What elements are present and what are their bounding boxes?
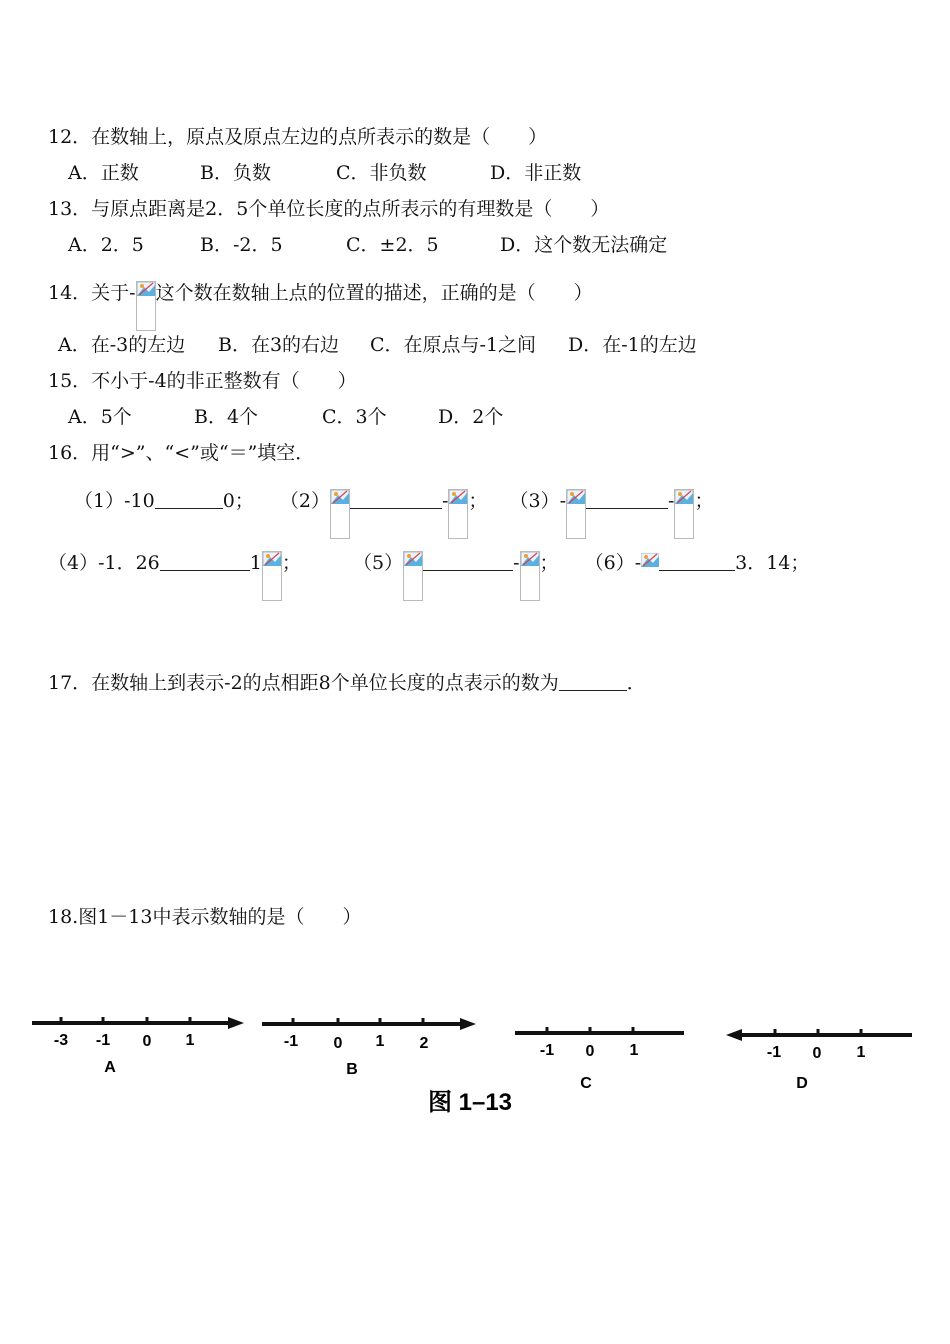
q16-part2-mid: - (441, 490, 449, 512)
q15-option-a: A．5个 (68, 406, 132, 428)
q14-prefix: 14．关于- (48, 282, 136, 304)
q13-option-b: B．-2．5 (200, 234, 283, 256)
q16-row-1 (74, 486, 713, 539)
q16-part5-label: （5） (352, 552, 404, 574)
q17-text: 17．在数轴上到表示-2的点相距8个单位长度的点表示的数为 (48, 672, 559, 694)
q14-option-c: C．在原点与-1之间 (370, 334, 537, 356)
answer-blank[interactable] (559, 672, 627, 691)
q12-option-d: D．非正数 (490, 162, 582, 184)
q16-part6-tail: 3．14； (735, 552, 810, 574)
q16-part6-label: （6）- (584, 552, 642, 574)
q12-option-c: C．非负数 (336, 162, 427, 184)
axis-b-tick-label: 1 (375, 1033, 385, 1050)
q14-option-d: D．在-1的左边 (568, 334, 697, 356)
axis-a-tick-label: -1 (95, 1032, 111, 1049)
q12-stem: 12．在数轴上，原点及原点左边的点所表示的数是（ ） (48, 126, 548, 148)
q12-option-a: A．正数 (68, 162, 139, 184)
q16-part4-mid: 1 (249, 552, 262, 574)
axis-c-tick-label: 1 (629, 1042, 639, 1059)
axis-b (262, 1018, 476, 1078)
figure-caption: 图 1–13 (427, 1089, 513, 1116)
q16-part1-label: （1）-10 (74, 490, 155, 512)
q16-stem: 16．用“>”、“<”或“＝”填空． (48, 442, 315, 464)
q16-part5-mid: - (513, 552, 520, 574)
answer-blank[interactable] (350, 490, 442, 509)
number-line-figure (0, 990, 950, 1130)
q16-part3-label: （3）- (509, 490, 567, 512)
q16-part1-tail: 0； (222, 490, 254, 512)
q14-stem (48, 278, 593, 331)
answer-blank[interactable] (160, 552, 250, 571)
q14-option-a: A．在-3的左边 (58, 334, 186, 356)
q16-part4-label: （4）-1．26 (48, 552, 160, 574)
q18-stem: 18.图1－13中表示数轴的是（ ） (48, 906, 362, 928)
q13-option-a: A．2．5 (68, 234, 144, 256)
axis-b-tick-label: 2 (419, 1035, 429, 1052)
axis-c (515, 1027, 684, 1092)
axis-c-letter: C (580, 1075, 592, 1092)
axis-a-tick-label: 0 (142, 1033, 152, 1050)
axis-b-letter: B (346, 1061, 358, 1078)
fraction-image-icon (262, 551, 282, 601)
fraction-image-icon (136, 281, 156, 331)
q14-suffix: 这个数在数轴上点的位置的描述，正确的是（ ） (155, 282, 593, 304)
q17-tail: ． (626, 672, 646, 694)
axis-d (726, 1029, 912, 1092)
q16-part3-mid: - (668, 490, 675, 512)
axis-c-tick-label: -1 (539, 1042, 555, 1059)
fraction-image-icon (674, 489, 694, 539)
q16-row-2 (48, 548, 809, 601)
q16-part5-tail: ； (539, 552, 559, 574)
q15-option-d: D．2个 (438, 406, 504, 428)
axis-a (32, 1017, 244, 1076)
axis-a-tick-label: 1 (185, 1032, 195, 1049)
fraction-image-icon (448, 489, 468, 539)
axis-b-tick-label: -1 (283, 1033, 299, 1050)
q17-stem (48, 668, 646, 695)
q16-part3-tail: ； (694, 490, 714, 512)
q15-stem: 15．不小于-4的非正整数有（ ） (48, 370, 357, 392)
fraction-image-icon (520, 551, 540, 601)
q16-part2-label: （2） (279, 490, 330, 512)
fraction-image-icon (330, 489, 350, 539)
axis-c-tick-label: 0 (585, 1043, 595, 1060)
q13-stem: 13．与原点距离是2．5个单位长度的点所表示的有理数是（ ） (48, 198, 610, 220)
fraction-image-icon (566, 489, 586, 539)
q16-part4-tail: ； (281, 552, 301, 574)
q16-part2-tail: ； (468, 490, 488, 512)
axis-a-letter: A (104, 1059, 116, 1076)
axis-d-letter: D (796, 1075, 808, 1092)
axis-d-tick-label: 0 (812, 1045, 822, 1062)
q14-option-b: B．在3的右边 (218, 334, 340, 356)
q13-option-c: C．±2．5 (346, 234, 439, 256)
axis-a-tick-label: -3 (53, 1032, 69, 1049)
axis-b-tick-label: 0 (333, 1035, 343, 1052)
answer-blank[interactable] (659, 552, 735, 571)
answer-blank[interactable] (586, 490, 668, 509)
axis-d-tick-label: 1 (856, 1044, 866, 1061)
axis-d-tick-label: -1 (766, 1044, 782, 1061)
fraction-image-icon (403, 551, 423, 601)
answer-blank[interactable] (155, 490, 223, 509)
q12-option-b: B．负数 (200, 162, 271, 184)
fraction-image-icon (641, 553, 659, 575)
q13-option-d: D．这个数无法确定 (500, 234, 668, 256)
answer-blank[interactable] (423, 552, 513, 571)
q15-option-c: C．3个 (322, 406, 387, 428)
q15-option-b: B．4个 (194, 406, 259, 428)
